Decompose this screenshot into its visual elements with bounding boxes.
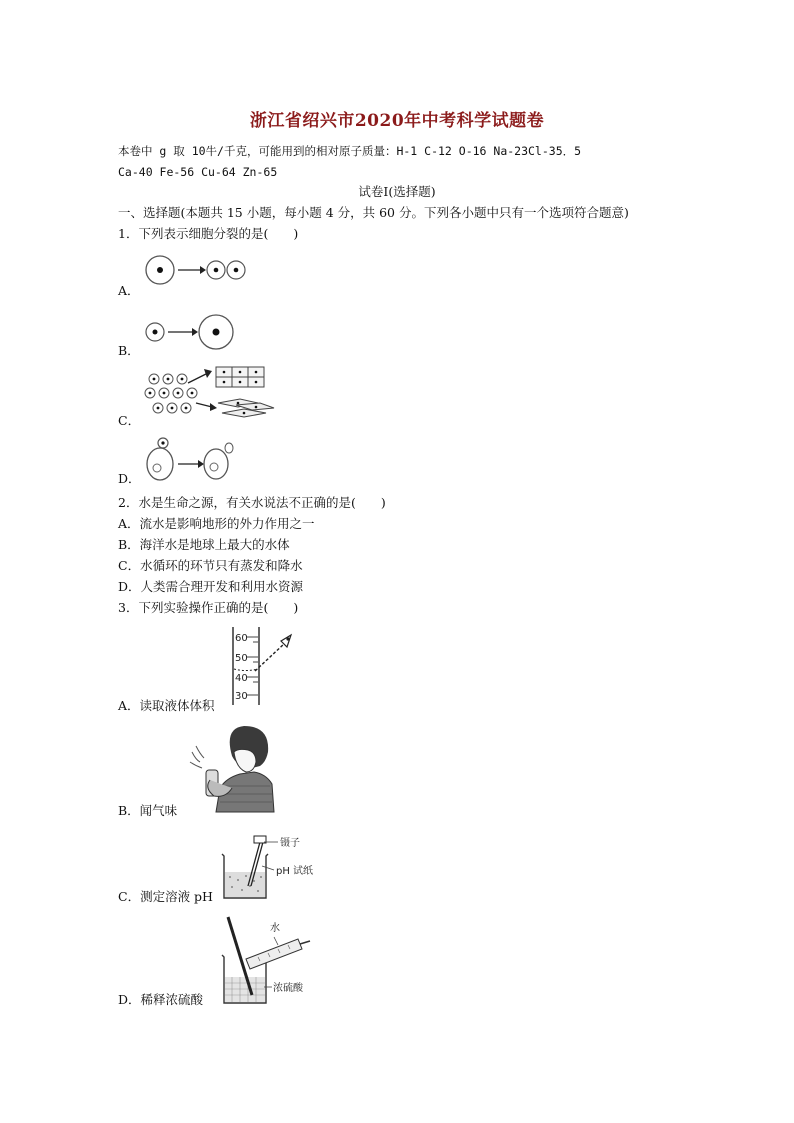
section-header: 一、选择题(本题共 15 小题，每小题 4 分，共 60 分。下列各小题中只有一个选项符合题意)	[118, 205, 629, 220]
intro-line-1: 本卷中 g 取 10牛/千克，可能用到的相对原子质量：H-1 C-12 O-16 Na-23Cl-35．5	[118, 144, 582, 158]
intro-line-2: Ca-40 Fe-56 Cu-64 Zn-65	[118, 165, 278, 179]
cylinder-tick-60: 60	[235, 633, 248, 644]
q2-option-a: A．流水是影响地形的外力作用之一	[118, 516, 315, 531]
q1-figure-c	[140, 363, 280, 425]
q1-option-b-label: B．	[118, 343, 140, 358]
water-label: 水	[270, 923, 280, 934]
q3-option-b-label: B．闻气味	[118, 803, 178, 818]
q2-option-c: C．水循环的环节只有蒸发和降水	[118, 558, 303, 573]
q3-option-a-label: A．读取液体体积	[118, 698, 215, 713]
q3-figure-d-dilute	[218, 915, 318, 1007]
q3-option-c-label: C．测定溶液 pH	[118, 889, 213, 904]
page-title: 浙江省绍兴市2020年中考科学试题卷	[249, 111, 545, 131]
cylinder-tick-40: 40	[235, 673, 248, 684]
q2-option-b: B．海洋水是地球上最大的水体	[118, 537, 290, 552]
q3-figure-a-cylinder	[225, 625, 305, 707]
q2-option-d: D．人类需合理开发和利用水资源	[118, 579, 304, 594]
ph-paper-label: pH 试纸	[276, 866, 314, 877]
q3-stem: 3．下列实验操作正确的是( )	[118, 600, 299, 615]
tweezers-label: 镊子	[280, 838, 300, 849]
q1-figure-d	[140, 432, 240, 487]
q1-figure-a	[140, 250, 250, 292]
q3-option-d-label: D．稀释浓硫酸	[118, 992, 204, 1007]
q1-stem: 1．下列表示细胞分裂的是( )	[118, 226, 299, 241]
q3-figure-c-ph	[218, 832, 318, 902]
cylinder-tick-30: 30	[235, 691, 248, 702]
cylinder-tick-50: 50	[235, 653, 248, 664]
q1-option-c-label: C．	[118, 413, 141, 428]
q1-option-d-label: D．	[118, 471, 141, 486]
q1-option-a-label: A．	[118, 283, 140, 298]
paper-label: 试卷Ⅰ(选择题)	[358, 184, 436, 199]
acid-label: 浓硫酸	[273, 983, 303, 994]
q2-stem: 2．水是生命之源，有关水说法不正确的是( )	[118, 495, 386, 510]
q1-figure-b	[140, 310, 240, 355]
q3-figure-b-smelling	[186, 722, 276, 814]
